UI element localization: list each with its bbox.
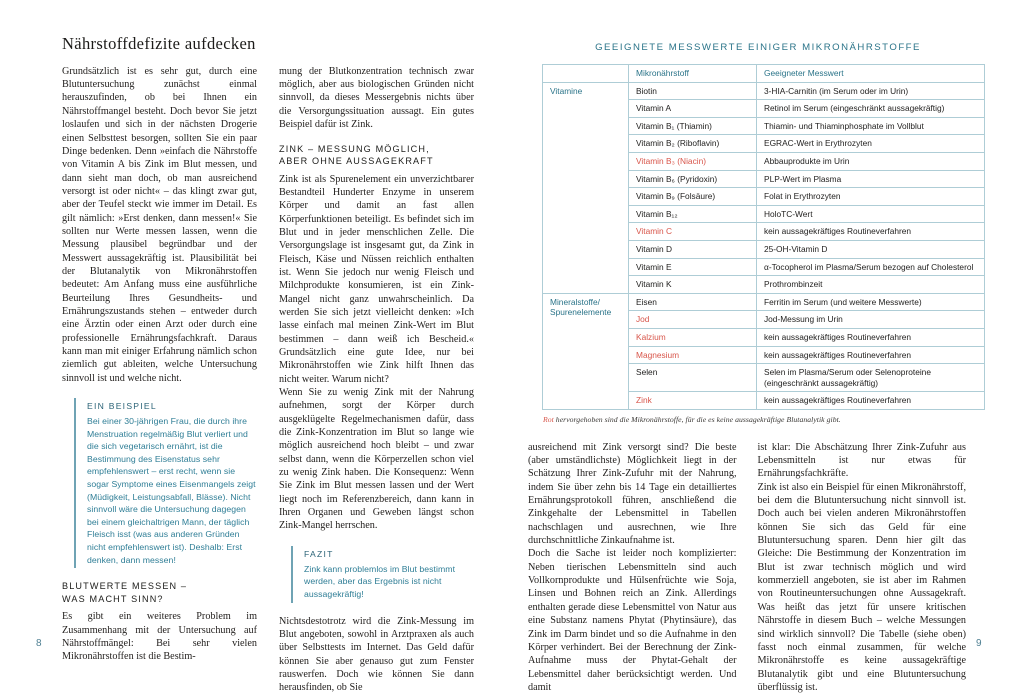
left-column-2 — [279, 65, 474, 695]
section-heading-line-1: ZINK – MESSUNG MÖGLICH, — [279, 143, 430, 154]
paragraph: Doch die Sache ist leider noch komplizierter: Neben tierischen Lebensmitteln sind auch Vollkornprodukte und Hülsenfrüchte wie Soja, Linsen und Bohnen reich an Zink. Allerdings enthalten gerade diese Lebensmittel von Natur aus eine Substanz namens Phytat (Phytinsäure), das Zink im Darm bindet und so die Aufnahme in den Körper verhindert. Bei der Berechnung der Zink-Aufnahme muss der Phytat-Gehalt der Lebensmittel daher berücksichtigt werden. Und damit — [528, 548, 737, 693]
table-cell-nutrient: Zink — [629, 392, 757, 410]
micronutrient-table — [542, 64, 985, 410]
table-cell-nutrient: Magnesium — [629, 346, 757, 364]
section-heading-line-2: ABER OHNE AUSSAGEKRAFT — [279, 156, 434, 167]
right-page-columns — [528, 441, 966, 695]
paragraph: mung der Blutkonzentration technisch zwar möglich, aber aus biologischen Gründen nicht sinnvoll, da dieses Messergebnis nichts über die Versorgungssituation aussagt. Ein gutes Beispiel dafür ist Zink. — [279, 65, 474, 131]
table-header-marker: Geeigneter Messwert — [757, 65, 985, 83]
table-cell-marker: 3-HIA-Carnitin (im Serum oder im Urin) — [757, 82, 985, 100]
paragraph: Nichtsdestotrotz wird die Zink-Messung im Blut angeboten, sowohl in Arztpraxen als auch über Selbsttests im Internet. Das Geld dafür können Sie aber genauso gut zum Fenster rauswerfen. Doch wie können Sie dann herausfinden, ob Sie — [279, 615, 474, 694]
right-column-1 — [528, 441, 737, 695]
section-heading-zink — [279, 143, 474, 168]
table-cell-marker: Abbauprodukte im Urin — [757, 152, 985, 170]
table-header-nutrient: Mikronährstoff — [629, 65, 757, 83]
table-header-group — [543, 65, 629, 83]
table-cell-marker: PLP-Wert im Plasma — [757, 170, 985, 188]
table-group-label: Vitamine — [543, 82, 629, 293]
table-cell-nutrient: Biotin — [629, 82, 757, 100]
table-cell-marker: Folat in Erythrozyten — [757, 188, 985, 206]
table-cell-nutrient: Selen — [629, 364, 757, 392]
page-number-right: 9 — [975, 638, 982, 649]
section-heading-line-1: BLUTWERTE MESSEN – — [62, 581, 188, 592]
table-cell-marker: HoloTC-Wert — [757, 205, 985, 223]
table-body — [543, 82, 985, 409]
table-cell-nutrient: Vitamin B₂ (Riboflavin) — [629, 135, 757, 153]
page-right — [510, 0, 1020, 693]
paragraph: Wenn Sie zu wenig Zink mit der Nahrung aufnehmen, sorgt der Körper durch ausgeklügelte Regelmechanismen dafür, dass die Zink-Konzentration im Blut so lange wie möglich ausreichend hoch bleibt – und zwar selbst dann, wenn die Körperzellen schon viel zu wenig Zink haben. Die Konsequenz: Wenn Sie Zink im Blut messen lassen und der Wert liegt noch im Referenzbereich, dann kann in Ihren Organen und Geweben längst schon Zink-Mangel herrschen. — [279, 387, 474, 532]
table-cell-nutrient: Vitamin B₆ (Pyridoxin) — [629, 170, 757, 188]
table-cell-nutrient: Vitamin A — [629, 100, 757, 118]
table-cell-marker: kein aussagekräftiges Routineverfahren — [757, 328, 985, 346]
page-left — [0, 0, 510, 694]
table-cell-marker: Jod-Messung im Urin — [757, 311, 985, 329]
left-page-columns — [62, 65, 474, 695]
table-title: GEEIGNETE MESSWERTE EINIGER MIKRONÄHRSTOFFE — [595, 42, 921, 53]
table-cell-marker: kein aussagekräftiges Routineverfahren — [757, 223, 985, 241]
table-note — [543, 415, 966, 425]
paragraph: Zink ist als Spurenelement ein unverzichtbarer Bestandteil Hunderter Enzyme in unserem Körper und damit an fast allen Körperfunktionen beteiligt. Es befindet sich im Blut und in jeder menschlichen Zelle. Die Versorgungslage ist insgesamt gut, da Zink in Fleisch, Käse und Nüssen reichlich enthalten ist. Wenn Sie jedoch nur wenig Fleisch und Milchprodukte konsumieren, ist ein Zink-Mangel nicht ganz unwahrscheinlich. Da werden Sie sich jetzt vielleicht denken: »Ich lasse einfach mal meinen Zink-Wert im Blut bestimmen – dann weiß ich Bescheid.« Grundsätzlich eine gute Idee, nur bei Mikronährstoffen wie Zink hilft Ihnen das nicht weiter. Warum nicht? — [279, 173, 474, 385]
table-cell-nutrient: Vitamin K — [629, 276, 757, 294]
paragraph: ausreichend mit Zink versorgt sind? Die beste (aber umständlichste) Möglichkeit liegt in der Schätzung Ihrer Zink-Zufuhr mit der Nahrung, indem Sie über zehn bis 14 Tage ein detailliertes Ernährungsprotokoll führen, anschließend die Zinkgehalte der Lebensmittel in Tabellen nachschlagen und ausrechnen, wie Ihre durchschnittliche Zinkaufnahme ist. — [528, 441, 737, 547]
table-cell-nutrient: Eisen — [629, 293, 757, 311]
callout-body: Bei einer 30-jährigen Frau, die durch ihre Menstruation regelmäßig Blut verliert und die sich vegetarisch ernährt, ist die Bestimmung des Eisenstatus sehr empfehlenswert – erst recht, wenn sie sogar Symptome eines Eisenmangels zeigt (Müdigkeit, Leistungsabfall, Blässe). Nicht sinnvoll wäre die Untersuchung dagegen bei einem gleichaltrigen Mann, der täglich Fleisch isst (was aus anderen Gründen nicht empfehlenswert ist). Deshalb: Erst denken, dann messen! — [87, 416, 256, 565]
table-cell-marker: Ferritin im Serum (und weitere Messwerte) — [757, 293, 985, 311]
callout-body: Zink kann problemlos im Blut bestimmt werden, aber das Ergebnis ist nicht aussagekräftig! — [304, 563, 456, 599]
paragraph: ist klar: Die Abschätzung Ihrer Zink-Zufuhr aus Lebensmitteln ist nur etwas für Ernährungsfachkräfte. — [757, 441, 966, 480]
table-cell-nutrient: Vitamin B₁ (Thiamin) — [629, 117, 757, 135]
paragraph: Es gibt ein weiteres Problem im Zusammenhang mit der Untersuchung auf Nährstoffmängel: Bei sehr vielen Mikronährstoffen ist die Bestim- — [62, 611, 257, 663]
table-cell-nutrient: Jod — [629, 311, 757, 329]
table-row — [543, 82, 985, 100]
table-note-text: hervorgehoben sind die Mikronährstoffe, für die es keine aussagekräftige Blutanalytik gibt. — [553, 414, 841, 424]
table-cell-nutrient: Vitamin B₃ (Niacin) — [629, 152, 757, 170]
table-note-highlight: Rot — [543, 414, 554, 424]
table-cell-nutrient: Vitamin B₉ (Folsäure) — [629, 188, 757, 206]
table-cell-marker: EGRAC-Wert in Erythrozyten — [757, 135, 985, 153]
table-header-row — [543, 65, 985, 83]
table-cell-nutrient: Vitamin E — [629, 258, 757, 276]
table-cell-marker: Retinol im Serum (eingeschränkt aussagekräftig) — [757, 100, 985, 118]
page-title: Nährstoffdefizite aufdecken — [62, 34, 256, 53]
left-column-1 — [62, 65, 257, 695]
table-cell-marker: kein aussagekräftiges Routineverfahren — [757, 346, 985, 364]
table-group-label: Mineralstoffe/ Spurenelemente — [543, 293, 629, 409]
callout-title: EIN BEISPIEL — [87, 401, 157, 412]
paragraph: Zink ist also ein Beispiel für einen Mikronährstoff, bei dem die Blutuntersuchung nicht sinnvoll ist. Doch auch bei vielen anderen Mikronährstoffen können Sie sich das Geld für eine Blutuntersuchung sparen. Denn hier gilt das Gleiche: Die Bestimmung der Konzentration im Blut ist zwar technisch möglich und wird kommerziell angeboten, sie ist aber im Rahmen von Routineuntersuchungen ohne Aussagekraft. Was heißt das jetzt für unsere kritischen Nährstoffe in diesem Buch – welche Messungen sind wirklich sinnvoll? Die Tabelle (siehe oben) fasst noch einmal zusammen, für welche Mikronährstoffe es keine aussagekräftige Blutanalytik gibt und eine Blutuntersuchung überflüssig ist. — [757, 481, 966, 693]
paragraph: Grundsätzlich ist es sehr gut, durch eine Blutuntersuchung zunächst einmal herauszufinden, ob bei Ihnen ein Nährstoffmangel besteht. Doch bevor Sie jetzt loslaufen und sich in der nächsten Drogerie einen Selbsttest besorgen, sollten Sie ein paar Dinge bedenken. Denn »einfach die Nährstoffe von Vitamin A bis Zink im Blut messen, und dann sieht man doch, ob man ausreichend versorgt ist oder nicht« – das klingt zwar gut, aber der Teufel steckt wie immer im Detail. Es gilt nämlich: »Erst denken, dann messen!« Sie sollten nur Werte messen lassen, wenn die Messung plausibel begründbar und der Messwert aussagekräftig ist. Plausibilität bei der Blutanalytik von Mikronährstoffen bedeutet: Am Anfang muss eine ausführliche Beurteilung Ihres Gesundheits- und Ernährungszustands stehen – entweder durch eine Ärztin oder einen Arzt oder durch eine professionelle Ernährungsfachkraft. Daraus kann man mit einiger Erfahrung nämlich schon ziemlich gut ableiten, welche Untersuchung sinnvoll ist und welche nicht. — [62, 65, 257, 384]
table-head — [543, 65, 985, 83]
table-cell-nutrient: Vitamin D — [629, 240, 757, 258]
table-cell-nutrient: Vitamin B₁₂ — [629, 205, 757, 223]
page-number-left: 8 — [36, 638, 43, 649]
right-column-2 — [758, 441, 967, 695]
table-cell-nutrient: Vitamin C — [629, 223, 757, 241]
table-cell-marker: α-Tocopherol im Plasma/Serum bezogen auf Cholesterol — [757, 258, 985, 276]
section-heading-blutwerte — [62, 580, 257, 605]
right-page-text — [528, 441, 966, 695]
callout-title: FAZIT — [304, 548, 334, 559]
callout-fazit — [291, 546, 474, 603]
table-cell-marker: Thiamin- und Thiaminphosphate im Vollblut — [757, 117, 985, 135]
table-cell-nutrient: Kalzium — [629, 328, 757, 346]
table-row — [543, 293, 985, 311]
table-cell-marker: Prothrombinzeit — [757, 276, 985, 294]
callout-example — [74, 398, 257, 568]
section-heading-line-2: WAS MACHT SINN? — [62, 593, 164, 604]
table-cell-marker: kein aussagekräftiges Routineverfahren — [757, 392, 985, 410]
table-cell-marker: 25-OH-Vitamin D — [757, 240, 985, 258]
table-cell-marker: Selen im Plasma/Serum oder Selenoproteine (eingeschränkt aussagekräftig) — [757, 364, 985, 392]
